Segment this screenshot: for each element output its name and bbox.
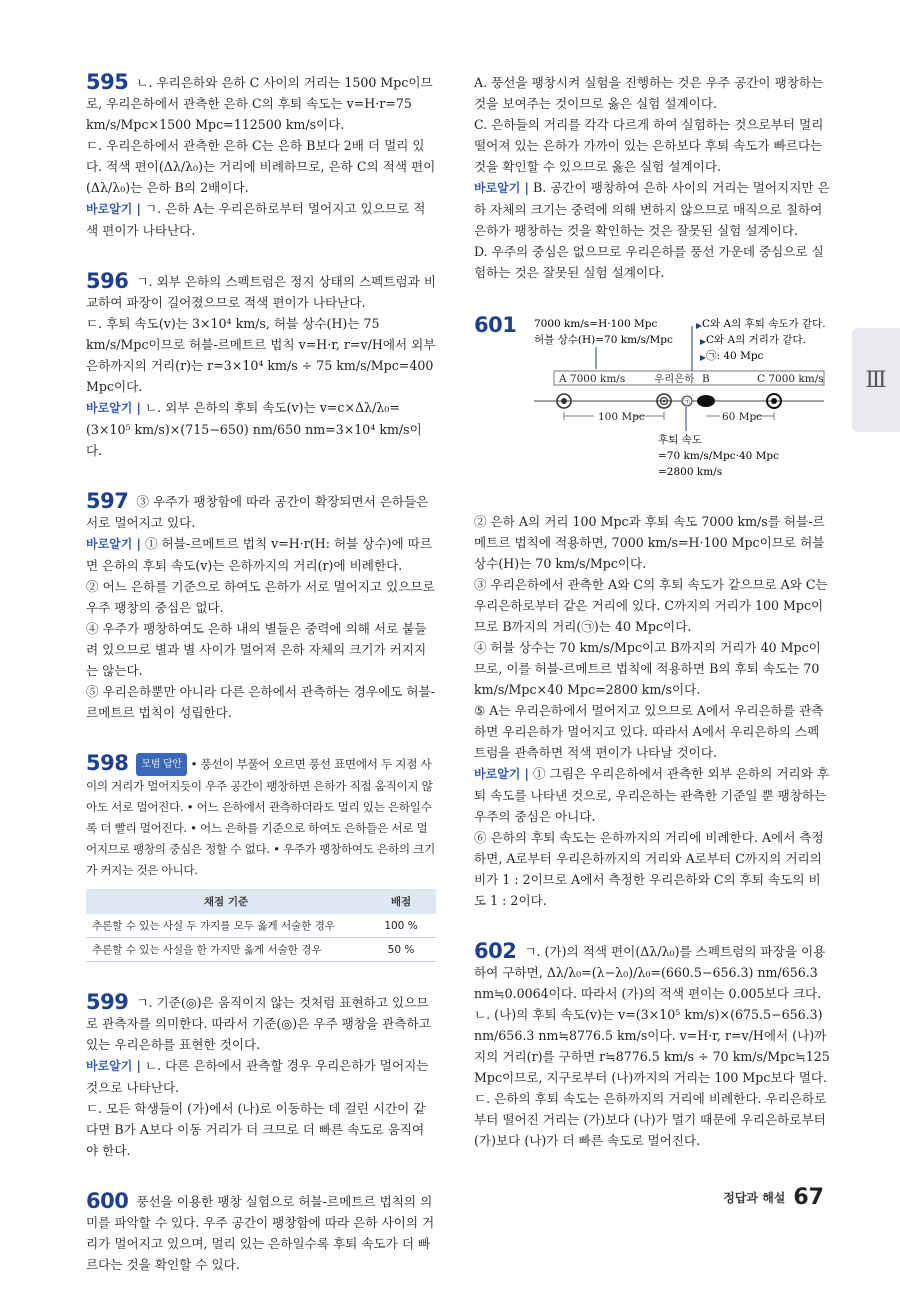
hubble-equation: 7000 km/s=H·100 Mpc xyxy=(534,318,658,330)
galaxy-distance-figure xyxy=(474,313,830,505)
distance-label: 60 Mpc xyxy=(722,411,763,423)
answer-text: D. 우주의 중심은 없으므로 우리은하를 풍선 가운데 중심으로 실험하는 것은 잘못된 실험 설계이다. xyxy=(474,244,824,280)
recession-velocity-result: =2800 km/s xyxy=(658,466,723,478)
scoring-table xyxy=(86,889,436,962)
table-row xyxy=(86,938,436,962)
answer-text: ㄴ. 다른 은하에서 관측할 경우 우리은하가 멀어지는 것으로 나타난다. xyxy=(86,1058,429,1095)
answer-text: ㄱ. 기준(◎)은 움직이지 않는 것처럼 표현하고 있으므로 관측자를 의미한다. 따라서 기준(◎)은 우주 팽창을 관측하고 있는 우리은하를 표현한 것이다. xyxy=(86,995,431,1052)
galaxy-b-label: B xyxy=(702,373,710,385)
question-number: 599 xyxy=(86,990,129,1014)
answer-text: ⑤ A는 우리은하에서 멀어지고 있으므로 A에서 우리은하를 관측하면 우리은하가 멀어지고 있다. 따라서 A에서 우리은하의 스펙트럼을 관측하면 적색 편이가 나타날 것이다. xyxy=(474,703,824,760)
table-cell: 50 % xyxy=(366,938,436,962)
model-answer-badge: 모범 답안 xyxy=(136,753,186,776)
galaxy-c-label: C 7000 km/s xyxy=(757,373,824,385)
correction-tag: 바로알기 | xyxy=(86,1059,141,1073)
galaxy-a-label: A 7000 km/s xyxy=(559,373,626,385)
question-number: 597 xyxy=(86,489,129,513)
table-header-row xyxy=(86,889,436,914)
svg-text:㉠: ㉠ xyxy=(683,398,690,406)
annotation-note: ㉠: 40 Mpc xyxy=(706,350,764,362)
hubble-diagram xyxy=(474,313,830,505)
question-596 xyxy=(86,271,436,461)
question-600-continued xyxy=(474,72,830,283)
unknown-distance-marker xyxy=(682,396,692,406)
question-595 xyxy=(86,72,436,241)
table-header: 배점 xyxy=(366,889,436,914)
recession-velocity-label: 후퇴 속도 xyxy=(658,434,702,446)
answer-text: ㄴ. 우리은하와 은하 C 사이의 거리는 1500 Mpc이므로, 우리은하에서 관측한 은하 C의 후퇴 속도는 v=H·r=75 km/s/Mpc×1500 Mpc=112500 km/s이다. xyxy=(86,75,433,132)
question-601 xyxy=(474,313,830,911)
answer-text: ③ 우주가 팽창함에 따라 공간이 확장되면서 은하들은 서로 멀어지고 있다. xyxy=(86,494,429,530)
answer-text: ㄷ. 은하의 후퇴 속도는 은하까지의 거리에 비례한다. 우리은하로부터 떨어진 거리는 (가)보다 (나)가 멀기 때문에 우리은하로부터 (가)보다 (나)가 더 빠른 속도로 멀어진다. xyxy=(474,1091,827,1148)
correction-tag: 바로알기 | xyxy=(86,202,141,216)
right-column xyxy=(474,72,830,1181)
milky-way-label: 우리은하 xyxy=(654,373,695,385)
chapter-tab: Ⅲ xyxy=(852,328,900,432)
answer-text: C. 은하들의 거리를 각각 다르게 하여 실험하는 것으로부터 멀리 떨어져 있는 은하가 가까이 있는 은하보다 후퇴 속도가 빠르다는 것을 확인할 수 있으므로 옳은 실험 설계이다. xyxy=(474,117,824,174)
question-598 xyxy=(86,753,436,962)
answer-text: • 풍선이 부풀어 오르면 풍선 표면에서 두 지점 사이의 거리가 멀어지듯이 우주 공간이 팽창하면 은하가 직접 움직이지 않아도 서로 멀어진다. • 어느 은하에서 관측하더라도 멀리 있는 은하일수록 더 빨리 멀어진다. • 어느 은하를 기준으로 하여도 은하들은 서로 멀어지므로 팽창의 중심은 정할 수 없다. • 우주가 팽창하여도 은하의 크기가 커지는 것은 아니다. xyxy=(86,757,435,877)
question-597 xyxy=(86,491,436,723)
recession-velocity-calc: =70 km/s/Mpc·40 Mpc xyxy=(658,450,780,462)
answer-text: B. 공간이 팽창하여 은하 사이의 거리는 멀어지지만 은하 자체의 크기는 중력에 의해 변하지 않으므로 매직으로 칠하여 은하가 팽창하는 것을 확인하는 것은 잘못된 실험 설계이다. xyxy=(474,180,830,238)
answer-text: ④ 허블 상수는 70 km/s/Mpc이고 B까지의 거리가 40 Mpc이므로, 이를 허블-르메트르 법칙에 적용하면 B의 후퇴 속도는 70 km/s/Mpc×40 Mpc=2800 km/s이다. xyxy=(474,640,821,697)
table-cell: 추론할 수 있는 사실 두 가지를 모두 옳게 서술한 경우 xyxy=(86,914,366,938)
correction-tag: 바로알기 | xyxy=(474,181,529,195)
question-number: 601 xyxy=(474,313,517,337)
answer-text: ② 은하 A의 거리 100 Mpc과 후퇴 속도 7000 km/s를 허블-르메트르 법칙에 적용하면, 7000 km/s=H·100 Mpc이므로 허블 상수(H)는 70 km/s/Mpc이다. xyxy=(474,514,825,571)
answer-text: ㄴ. (나)의 후퇴 속도(v)는 v=(3×10⁵ km/s)×(675.5−656.3) nm/656.3 nm≒8776.5 km/s이다. v=H·r, r=v/H에서 (나)까지의 거리(r)를 구하면 r≒8776.5 km/s ÷ 70 km/s/Mpc≒125 Mpc이므로, 지구로부터 (나)까지의 거리는 100 Mpc보다 멀다. xyxy=(474,1007,830,1085)
answer-text: ㄱ. 외부 은하의 스펙트럼은 정지 상태의 스펙트럼과 비교하여 파장이 길어졌으므로 적색 편이가 나타난다. xyxy=(86,274,437,310)
question-number: 596 xyxy=(86,269,129,293)
page-number: 67 xyxy=(793,1185,824,1210)
answer-text: ③ 우리은하에서 관측한 A와 C의 후퇴 속도가 같으므로 A와 C는 우리은하로부터 같은 거리에 있다. C까지의 거리가 100 Mpc이므로 B까지의 거리(㉠)는 40 Mpc이다. xyxy=(474,577,828,634)
hubble-constant-label: 허블 상수(H)=70 km/s/Mpc xyxy=(534,334,673,346)
left-column xyxy=(86,72,436,1305)
answer-text: ㄱ. 은하 A는 우리은하로부터 멀어지고 있으므로 적색 편이가 나타난다. xyxy=(86,201,426,238)
answer-text: A. 풍선을 팽창시켜 실험을 진행하는 것은 우주 공간이 팽창하는 것을 보여주는 것이므로 옳은 실험 설계이다. xyxy=(474,75,824,111)
answer-text: ㄱ. (가)의 적색 편이(Δλ/λ₀)를 스펙트럼의 파장을 이용하여 구하면, Δλ/λ₀=(λ−λ₀)/λ₀=(660.5−656.3) nm/656.3 nm≒0.0064이다. 따라서 (가)의 적색 편이는 0.005보다 크다. xyxy=(474,944,826,1001)
question-599 xyxy=(86,992,436,1161)
correction-tag: 바로알기 | xyxy=(86,401,141,415)
page-footer xyxy=(723,1185,824,1210)
distance-label: 100 Mpc xyxy=(598,411,645,423)
answer-text: ㄷ. 모든 학생들이 (가)에서 (나)로 이동하는 데 걸린 시간이 같다면 B가 A보다 이동 거리가 더 크므로 더 빠른 속도로 움직여야 한다. xyxy=(86,1101,426,1158)
table-cell: 추론할 수 있는 사실을 한 가지만 옳게 서술한 경우 xyxy=(86,938,366,962)
question-number: 600 xyxy=(86,1189,129,1213)
answer-text: ② 어느 은하를 기준으로 하여도 은하가 서로 멀어지고 있으므로 우주 팽창의 중심은 없다. xyxy=(86,579,435,615)
question-600 xyxy=(86,1191,436,1275)
answer-text: ① 허블-르메트르 법칙 v=H·r(H: 허블 상수)에 따르면 은하의 후퇴 속도(v)는 은하까지의 거리(r)에 비례한다. xyxy=(86,536,433,573)
correction-tag: 바로알기 | xyxy=(86,537,141,551)
answer-text: ④ 우주가 팽창하여도 은하 내의 별들은 중력에 의해 서로 붙들려 있으므로 별과 별 사이가 멀어져 은하 자체의 크기가 커지지는 않는다. xyxy=(86,621,427,678)
correction-tag: 바로알기 | xyxy=(474,767,529,781)
question-number: 595 xyxy=(86,70,129,94)
answer-text: 풍선을 이용한 팽창 실험으로 허블-르메트르 법칙의 의미를 파악할 수 있다. 우주 공간이 팽창함에 따라 은하 사이의 거리가 멀어지고 있으며, 멀리 있는 은하일수록 후퇴 속도가 더 빠르다는 것을 확인할 수 있다. xyxy=(86,1194,435,1272)
answer-text: ⑥ 은하의 후퇴 속도는 은하까지의 거리에 비례한다. A에서 측정하면, A로부터 우리은하까지의 거리와 A로부터 C까지의 거리의 비가 1 : 2이므로 A에서 측정한 우리은하와 C의 후퇴 속도의 비도 1 : 2이다. xyxy=(474,830,824,908)
answer-text: ㄷ. 우리은하에서 관측한 은하 C는 은하 B보다 2배 더 멀리 있다. 적색 편이(Δλ/λ₀)는 거리에 비례하므로, 은하 C의 적색 편이(Δλ/λ₀)는 은하 B의 2배이다. xyxy=(86,138,436,195)
answer-text: ㄴ. 외부 은하의 후퇴 속도(v)는 v=c×Δλ/λ₀=(3×10⁵ km/s)×(715−650) nm/650 nm=3×10⁴ km/s이다. xyxy=(86,400,422,458)
answer-text: ① 그림은 우리은하에서 관측한 외부 은하의 거리와 후퇴 속도를 나타낸 것으로, 우리은하는 관측한 기준일 뿐 팽창하는 우주의 중심은 아니다. xyxy=(474,766,830,824)
table-row xyxy=(86,914,436,938)
question-602 xyxy=(474,941,830,1151)
answer-text: ㄷ. 후퇴 속도(v)는 3×10⁴ km/s, 허블 상수(H)는 75 km/s/Mpc이므로 허블-르메트르 법칙 v=H·r, r=v/H에서 외부 은하까지의 거리(r)는 r=3×10⁴ km/s ÷ 75 km/s/Mpc=400 Mpc이다. xyxy=(86,316,436,394)
answer-text: ⑤ 우리은하뿐만 아니라 다른 은하에서 관측하는 경우에도 허블-르메트르 법칙이 성립한다. xyxy=(86,684,436,720)
footer-label: 정답과 해설 xyxy=(723,1191,786,1205)
table-header: 채점 기준 xyxy=(86,889,366,914)
question-number: 602 xyxy=(474,939,517,963)
annotation-note: C와 A의 거리가 같다. xyxy=(706,334,806,346)
question-number: 598 xyxy=(86,751,129,775)
annotation-note: C와 A의 후퇴 속도가 같다. xyxy=(702,318,826,330)
table-cell: 100 % xyxy=(366,914,436,938)
galaxy-b-icon xyxy=(697,395,715,407)
